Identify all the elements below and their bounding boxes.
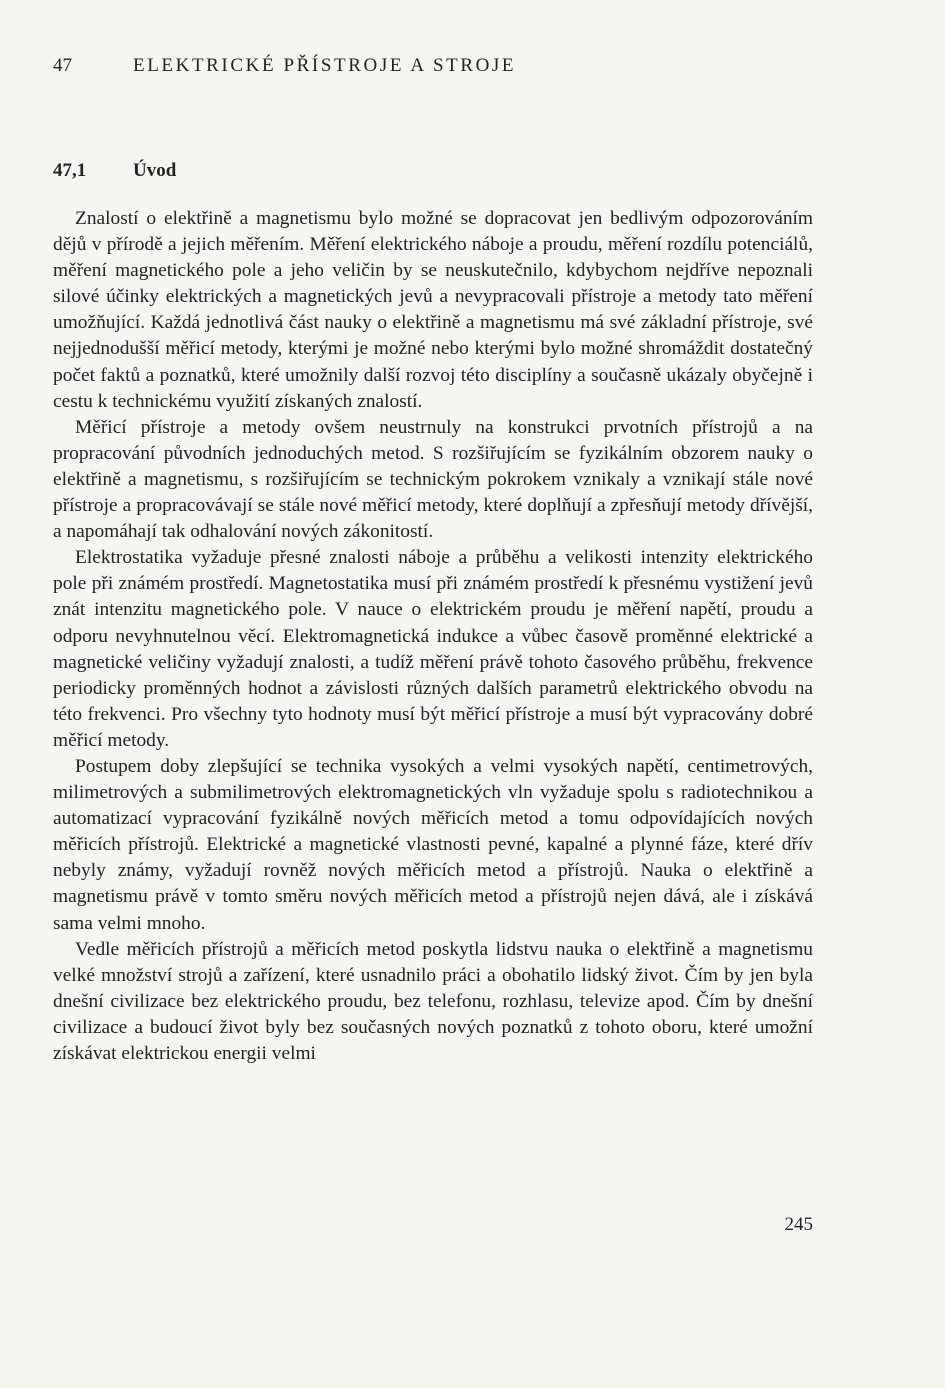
paragraph-3: Elektrostatika vyžaduje přesné znalosti náboje a průběhu a velikosti intenzity elektrického pole při známém prostředí. Magnetostatika musí při známém prostředí k přesnému vystižení jevů znát intenzitu magnetického pole. V nauce o elektrickém proudu je měření napětí, proudu a odporu nevyhnutelnou věcí. Elektromagnetická indukce a vůbec časově proměnné elektrické a magnetické veličiny vyžadují znalosti, a tudíž měření právě tohoto časového průběhu, frekvence periodicky proměnných hodnot a závislosti různých dalších parametrů elektrického obvodu na této frekvenci. Pro všechny tyto hodnoty musí být měřicí přístroje a musí být vypracovány dobré měřicí metody.: [53, 547, 813, 751]
paragraph-2: Měřicí přístroje a metody ovšem neustrnuly na konstrukci prvotních přístrojů a na propracování původních jednoduchých metod. S rozšiřujícím se fyzikálním obzorem nauky o elektřině a magnetismu, s rozšiřujícím se technickým pokrokem vznikaly a vznikají stále nové přístroje a propracovávají se stále nové měřicí metody, které doplňují a zpřesňují metody dřívější, a napomáhají tak odhalování nových zákonitostí.: [53, 416, 813, 543]
body-text: [53, 206, 813, 1067]
section-title: Úvod: [133, 160, 177, 181]
paragraph-5: Vedle měřicích přístrojů a měřicích metod poskytla lidstvu nauka o elektřině a magnetismu velké množství strojů a zařízení, které usnadnilo práci a obohatilo lidský život. Čím by jen byla dnešní civilizace bez elektrického proudu, bez telefonu, rozhlasu, televize apod. Čím by dnešní civilizace a budoucí život byly bez současných nových poznatků z tohoto oboru, které umožní získávat elektrickou energii velmi: [53, 938, 813, 1064]
paragraph-4: Postupem doby zlepšující se technika vysokých a velmi vysokých napětí, centimetrových, milimetrových a submilimetrových elektromagnetických vln vyžaduje spolu s radiotechnikou a automatizací vypracování fyzikálně nových měřicích metod a tomu odpovídajících nových měřicích přístrojů. Elektrické a magnetické vlastnosti pevné, kapalné a plynné fáze, které dřív nebyly známy, vyžadují rovněž nových měřicích metod a přístrojů. Nauka o elektřině a magnetismu právě v tomto směru nových měřicích metod a přístrojů nejen dává, ale i získává sama velmi mnoho.: [53, 755, 813, 934]
page-number: 245: [784, 1214, 813, 1235]
paragraph-1: Znalostí o elektřině a magnetismu bylo možné se dopracovat jen bedlivým odpozorováním dějů v přírodě a jejich měřením. Měření elektrického náboje a proudu, měření rozdílu potenciálů, měření magnetického pole a jeho veličin by se neuskutečnilo, kdybychom nejdříve nepoznali silové účinky elektrických a magnetických jevů a nevypracovali přístroje a metody tato měření umožňující. Každá jednotlivá část nauky o elektřině a magnetismu má své základní přístroje, své nejjednodušší měřicí metody, kterými je možné nebo kterými bylo možné shromáždit dostatečný počet faktů a poznatků, které umožnily další rozvoj této disciplíny a současně ukázaly obyčejně i cestu k technickému využití získaných znalostí.: [53, 208, 813, 412]
chapter-number: 47: [53, 55, 72, 76]
chapter-header: [53, 55, 516, 77]
section-heading: [53, 160, 176, 182]
chapter-title: ELEKTRICKÉ PŘÍSTROJE A STROJE: [133, 55, 517, 76]
section-number: 47,1: [53, 160, 87, 181]
